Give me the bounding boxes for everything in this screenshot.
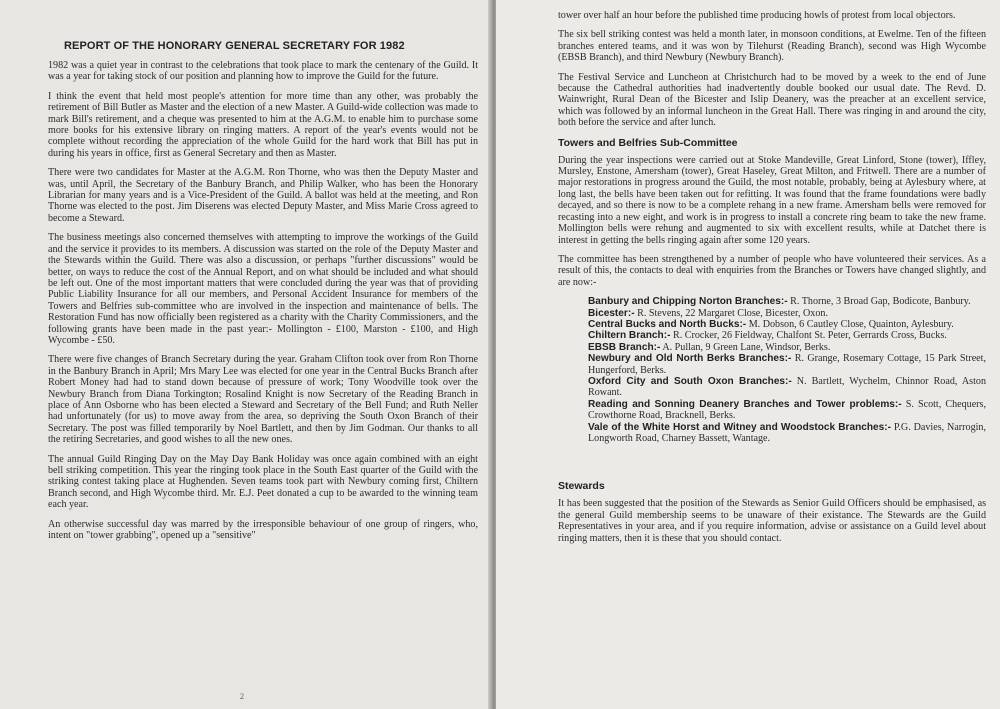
paragraph: During the year inspections were carried out at Stoke Mandeville, Great Linford, Stone (tower), Iffley, Mursley, Enstone, Amersham (tower), Great Haseley, Great Milton, and Fritwell. There are a number of major restorations in progress around the Guild, the most notable, probably, being at Aylesbury where, at long last, the bells have been taken out for refitting. It was found that the frame foundations were badly decayed, and so there is now to be a complete rehang in a new frame. Amersham bells were removed for recasting into a new eight, and work is in progress to install a concrete ring beam to take the new frame. Mollington bells were rehung and augmented to six with excellent results, while at Datchet there is interest in getting the bells ringing again after some 120 years.	[558, 154, 986, 246]
paragraph: There were two candidates for Master at the A.G.M. Ron Thorne, who was then the Deputy Master and was, until April, the Secretary of the Banbury Branch, and Philip Walker, who has been the Honorary Librarian for many years and is a Vice-President of the Guild. A ballot was held at the meeting, and Ron Thorne was elected to the post. Jim Diserens was elected Deputy Master, and Miss Marie Cross agreed to become a Steward.	[48, 167, 478, 224]
paragraph: 1982 was a quiet year in contrast to the celebrations that took place to mark the centenary of the Guild. It was a year for taking stock of our position and planning how to improve the Guild for the future.	[48, 60, 478, 83]
towers-heading: Towers and Belfries Sub-Committee	[558, 136, 738, 149]
contact-entry	[588, 296, 986, 307]
paragraph: The Festival Service and Luncheon at Christchurch had to be moved by a week to the end of June because the Cathedral authorities had inadvertently double booked our usual date. The Revd. D. Wainwright, Rural Dean of the Bicester and Islip Deanery, was the preacher at an excellent service, which was followed by an informal luncheon in the Great Hall. There was ringing in and around the city, both before the service and after lunch.	[558, 71, 986, 129]
paragraph: The committee has been strengthened by a number of people who have volunteered their services. As a result of this, the contacts to deal with enquiries from the Branches or Towers have changed slightly, and are now:-	[558, 253, 986, 288]
contact-entry	[588, 376, 986, 399]
report-title: REPORT OF THE HONORARY GENERAL SECRETARY FOR 1982	[64, 40, 405, 52]
paragraph: The business meetings also concerned themselves with attempting to improve the workings of the Guild and the service it provides to its members. A discussion was started on the role of the Deputy Master and the Stewards within the Guild. There was also a discussion, or perhaps "further discussions" would be better, on ways to reduce the cost of the Annual Report, and on what should be included and what should be left out. One of the most important matters that were concluded during the year was that of providing Public Liability Insurance for all our members, and Personal Accident Insurance for members of the Towers and Belfries sub-committee who are involved in the inspection and maintenance of bells. The Restoration Fund has now officially been registered as a charity with the Charity Commissioners, and the following grants have been made in the past year:- Mollington - £100, Marston - £100, and High Wycombe - £50.	[48, 232, 478, 346]
contact-detail: R. Stevens, 22 Margaret Close, Bicester, Oxon.	[637, 307, 828, 319]
paragraph: The six bell striking contest was held a month later, in monsoon conditions, at Ewelme. Ten of the fifteen branches entered teams, and it was won by Tilehurst (Reading Branch), second was High Wycombe (EBSB Branch), and third Newbury (Newbury Branch).	[558, 29, 986, 64]
contact-entry	[588, 319, 986, 330]
contacts-list	[588, 296, 986, 444]
stewards-heading: Stewards	[558, 480, 605, 493]
page-number: 2	[240, 692, 244, 701]
contact-branch: Banbury and Chipping Norton Branches:-	[588, 296, 788, 308]
contact-detail: R. Thorne, 3 Broad Gap, Bodicote, Banbury.	[790, 296, 971, 308]
contact-branch: EBSB Branch:-	[588, 341, 661, 353]
contact-branch: Reading and Sonning Deanery Branches and Tower problems:-	[588, 398, 902, 410]
contact-branch: Vale of the White Horst and Witney and Woodstock Branches:-	[588, 421, 891, 433]
stewards-section	[558, 480, 986, 544]
contact-branch: Oxford City and South Oxon Branches:-	[588, 375, 792, 387]
paragraph: An otherwise successful day was marred by the irresponsible behaviour of one group of ringers, who, intent on "tower grabbing", opened up a "sensitive"	[48, 518, 478, 542]
right-page	[496, 0, 1000, 709]
paragraph: It has been suggested that the position of the Stewards as Senior Guild Officers should be emphasised, as the general Guild membership seems to be unaware of their existance. The Stewards are the Guild Representatives in your area, and if you require information, advise or assistance on a Guild level about ringing matters, then it is these that you should contact.	[558, 498, 986, 544]
paragraph: tower over half an hour before the published time producing howls of protest from local objectors.	[558, 10, 956, 21]
contact-detail: S. Scott, Chequers, Crowthorne Road, Bracknell, Berks.	[588, 398, 986, 422]
contact-entry	[588, 342, 986, 353]
contact-detail: R. Grange, Rosemary Cottage, 15 Park Street, Hungerford, Berks.	[588, 353, 986, 376]
contact-detail: M. Dobson, 6 Cautley Close, Quainton, Aylesbury.	[748, 318, 954, 330]
paragraph: I think the event that held most people's attention for more time than any other, was probably the retirement of Bill Butler as Master and the election of a new Master. A Guild-wide collection was made to mark Bill's retirement, and a cheque was presented to him at the A.G.M. to enable him to purchase some more books for his extensive library on ringing matters. A report of the year's events would not be complete without recording the appreciation of the whole Guild for the hard work that Bill has put in during his years in office, first as General Secretary and then as Master.	[48, 90, 478, 159]
paragraph: There were five changes of Branch Secretary during the year. Graham Clifton took over from Ron Thorne in the Banbury Branch in April; Mrs Mary Lee was elected for one year in the Central Bucks Branch after Robert Money had had to stand down because of pressure of work; Tony Woodville took over the Newbury Branch from Diana Torkington; Rosalind Knight is now Secretary of the Reading Branch in place of Ann Osborne who has been elected a Steward and Secretary of the Bell Fund; and Ruth Neller had unfortunately (for us) to move away from the area, so depriving the South Oxon Branch of their Secretary. The post was filled temporarily by Noel Bartlett, and then by Jim Godman. Our thanks to all the retiring Secretaries, and good wishes to all the new ones.	[48, 354, 478, 446]
contact-entry	[588, 422, 986, 445]
contact-detail: A. Pullan, 9 Green Lane, Windsor, Berks.	[662, 341, 831, 353]
contact-detail: N. Bartlett, Wychelm, Chinnor Road, Aston Rowant.	[588, 375, 986, 399]
contact-detail: R. Crocker, 26 Fieldway, Chalfont St. Peter, Gerrards Cross, Bucks.	[672, 330, 947, 342]
left-page	[0, 0, 492, 709]
contact-entry	[588, 330, 986, 341]
contact-entry	[588, 399, 986, 422]
contact-branch: Chiltern Branch:-	[588, 330, 671, 342]
contact-branch: Newbury and Old North Berks Branches:-	[588, 353, 792, 365]
contact-entry	[588, 353, 986, 376]
contact-entry	[588, 308, 986, 319]
contact-branch: Central Bucks and North Bucks:-	[588, 318, 747, 330]
paragraph: The annual Guild Ringing Day on the May Day Bank Holiday was once again combined with an eight bell striking competition. This year the ringing took place in the South East quarter of the Guild with the striking contest taking place at Hughenden. Seven teams took part with Newbury coming first, Chiltern Branch second, and High Wycombe third. Mr. E.J. Peet donated a cup to be awarded to the winning team each year.	[48, 453, 478, 511]
contact-detail: P.G. Davies, Narrogin, Longworth Road, Charney Bassett, Wantage.	[588, 421, 986, 444]
contact-branch: Bicester:-	[588, 307, 635, 319]
